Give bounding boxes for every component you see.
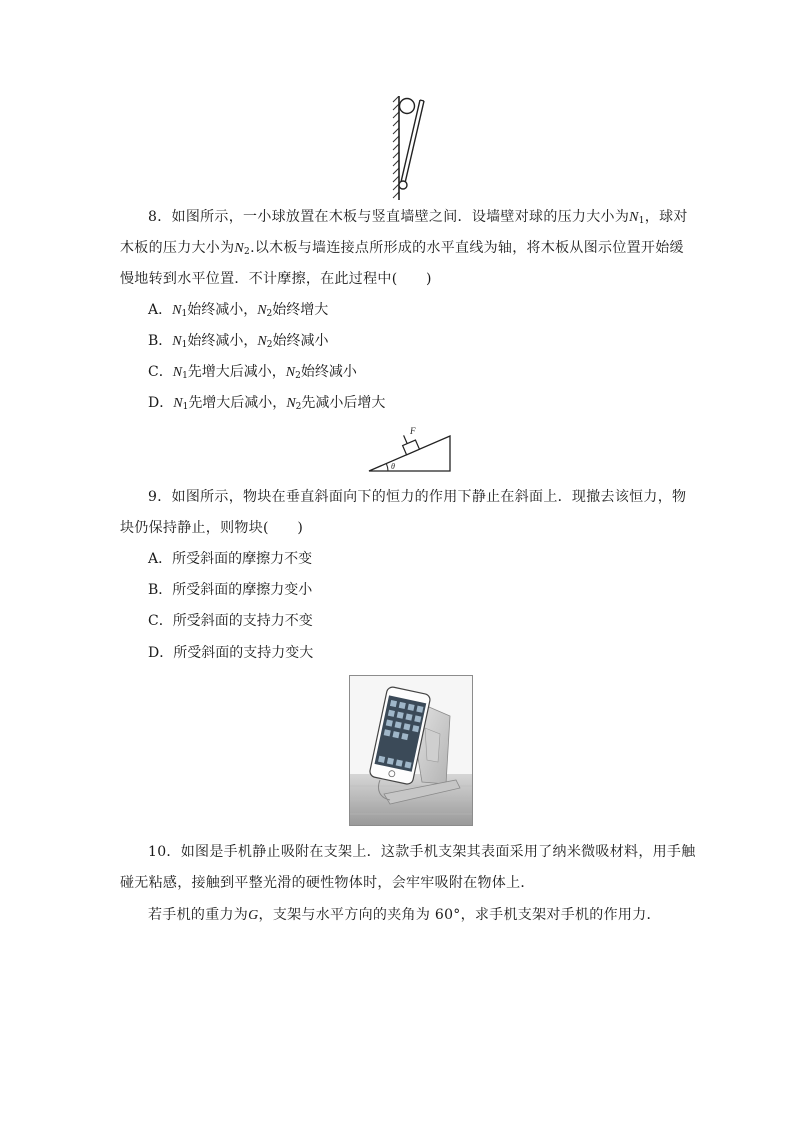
q9-option-a[interactable]: A．所受斜面的摩擦力不变	[148, 551, 313, 567]
incline-block-figure	[366, 418, 454, 474]
q9-line-2: 块仍保持静止，则物块( )	[120, 520, 304, 536]
q8-option-c[interactable]: C．$N_1$先增大后减小，$N_2$始终减小	[148, 364, 357, 381]
q8-option-b[interactable]: B．$N_1$始终减小，$N_2$始终减小	[148, 333, 329, 350]
q8-number: 8．	[148, 209, 172, 225]
q9-line-1: 9．如图所示，物块在垂直斜面向下的恒力的作用下静止在斜面上．现撤去该恒力，物	[148, 489, 687, 505]
force-label: F	[410, 426, 416, 436]
ball	[400, 99, 415, 114]
phone-stand-photo	[349, 675, 473, 826]
q8-line-2: 木板的压力大小为$N_2$.以木板与墙连接点所形成的水平直线为轴，将木板从图示位置开始缓	[120, 240, 684, 257]
q10-line-1: 10．如图是手机静止吸附在支架上．这款手机支架其表面采用了纳米微吸材料，用手触	[148, 844, 696, 860]
q8-option-a[interactable]: A．$N_1$始终减小，$N_2$始终增大	[148, 302, 329, 319]
q10-line-3: 若手机的重力为G，支架与水平方向的夹角为 60°，求手机支架对手机的作用力．	[148, 907, 661, 923]
q8-line-3: 慢地转到水平位置．不计摩擦，在此过程中( )	[120, 271, 432, 287]
q8-option-d[interactable]: D．$N_1$先增大后减小，$N_2$先减小后增大	[148, 395, 386, 412]
q10-number: 10．	[148, 844, 181, 860]
q9-number: 9．	[148, 489, 172, 505]
wall-ball-board-figure	[388, 96, 438, 200]
q10-line-2: 碰无粘感，接触到平整光滑的硬性物体时，会牢牢吸附在物体上．	[120, 875, 535, 891]
q8-line-1: 8．如图所示，一小球放置在木板与竖直墙壁之间．设墙壁对球的压力大小为$N_1$，球对	[148, 209, 688, 226]
q9-option-d[interactable]: D．所受斜面的支持力变大	[148, 645, 314, 661]
phone-stand-illustration	[350, 676, 472, 825]
q9-option-b[interactable]: B．所受斜面的摩擦力变小	[148, 582, 313, 598]
angle-label: θ	[391, 462, 395, 471]
q9-option-c[interactable]: C．所受斜面的支持力不变	[148, 613, 313, 629]
